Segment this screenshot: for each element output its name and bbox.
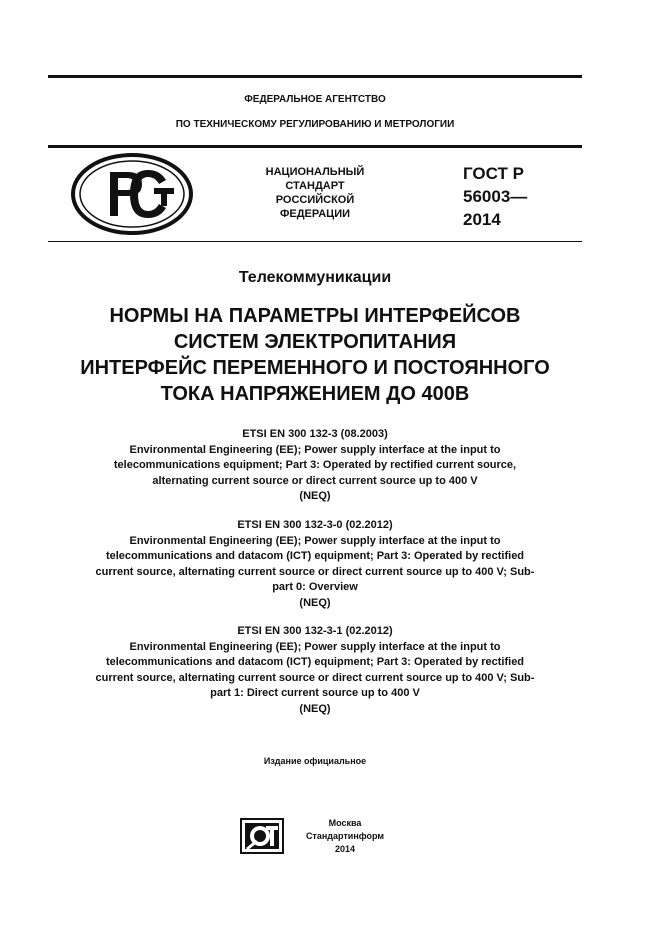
reference-line: telecommunications and datacom (ICT) equipment; Part 3: Operated by rectified <box>105 656 525 668</box>
reference-block-1 <box>40 427 590 505</box>
national-line: СТАНДАРТ <box>285 180 345 192</box>
publisher-info <box>290 817 400 856</box>
gost-designation <box>463 162 583 231</box>
top-rule <box>48 75 582 78</box>
national-standard-label <box>240 165 390 221</box>
reference-status: (NEQ) <box>299 702 331 715</box>
national-line: РОССИЙСКОЙ <box>275 194 355 206</box>
header-bottom-rule <box>48 241 582 242</box>
reference-line: telecommunications equipment; Part 3: Operated by rectified current source, <box>113 459 517 471</box>
document-topic: Телекоммуникации <box>238 269 392 286</box>
title-line: ТОКА НАПРЯЖЕНИЕМ ДО 400В <box>160 383 470 405</box>
publisher-year: 2014 <box>334 844 356 854</box>
reference-line: current source, alternating current source or direct current source up to 400 V; Sub- <box>95 671 535 684</box>
reference-code: ETSI EN 300 132-3-0 (02.2012) <box>237 519 393 531</box>
reference-line: Environmental Engineering (EE); Power supply interface at the input to <box>129 443 501 456</box>
publisher-city: Москва <box>328 818 362 828</box>
national-line: НАЦИОНАЛЬНЫЙ <box>265 166 365 178</box>
edition-label: Издание официальное <box>263 756 367 766</box>
reference-code: ETSI EN 300 132-3-1 (02.2012) <box>237 625 393 637</box>
document-title <box>30 303 600 407</box>
designation-line: 56003— <box>463 187 528 206</box>
reference-line: telecommunications and datacom (ICT) equipment; Part 3: Operated by rectified <box>105 550 525 562</box>
rst-gost-emblem-icon <box>70 152 194 236</box>
header-rule <box>48 145 582 148</box>
reference-line: current source, alternating current source or direct current source up to 400 V; Sub- <box>95 565 535 578</box>
reference-block-3 <box>40 624 590 717</box>
reference-code: ETSI EN 300 132-3 (08.2003) <box>242 428 388 440</box>
reference-block-2 <box>40 518 590 611</box>
title-line: НОРМЫ НА ПАРАМЕТРЫ ИНТЕРФЕЙСОВ <box>109 305 521 327</box>
title-line: ИНТЕРФЕЙС ПЕРЕМЕННОГО И ПОСТОЯННОГО <box>80 357 550 379</box>
reference-line: Environmental Engineering (EE); Power supply interface at the input to <box>129 534 501 547</box>
designation-line: 2014 <box>463 210 501 229</box>
reference-line: alternating current source or direct current source up to 400 V <box>152 474 478 487</box>
reference-status: (NEQ) <box>299 490 331 502</box>
agency-line-2: ПО ТЕХНИЧЕСКОМУ РЕГУЛИРОВАНИЮ И МЕТРОЛОГИИ <box>175 119 455 130</box>
national-line: ФЕДЕРАЦИИ <box>279 208 351 220</box>
title-line: СИСТЕМ ЭЛЕКТРОПИТАНИЯ <box>173 331 457 353</box>
agency-line-1: ФЕДЕРАЛЬНОЕ АГЕНТСТВО <box>244 94 386 105</box>
standartinform-logo-icon <box>240 818 284 854</box>
reference-line: part 1: Direct current source up to 400 V <box>210 687 420 699</box>
designation-line: ГОСТ Р <box>463 164 524 183</box>
reference-status: (NEQ) <box>299 596 331 609</box>
reference-line: part 0: Overview <box>272 581 358 593</box>
publisher-name: Стандартинформ <box>305 831 385 841</box>
reference-line: Environmental Engineering (EE); Power supply interface at the input to <box>129 640 501 653</box>
